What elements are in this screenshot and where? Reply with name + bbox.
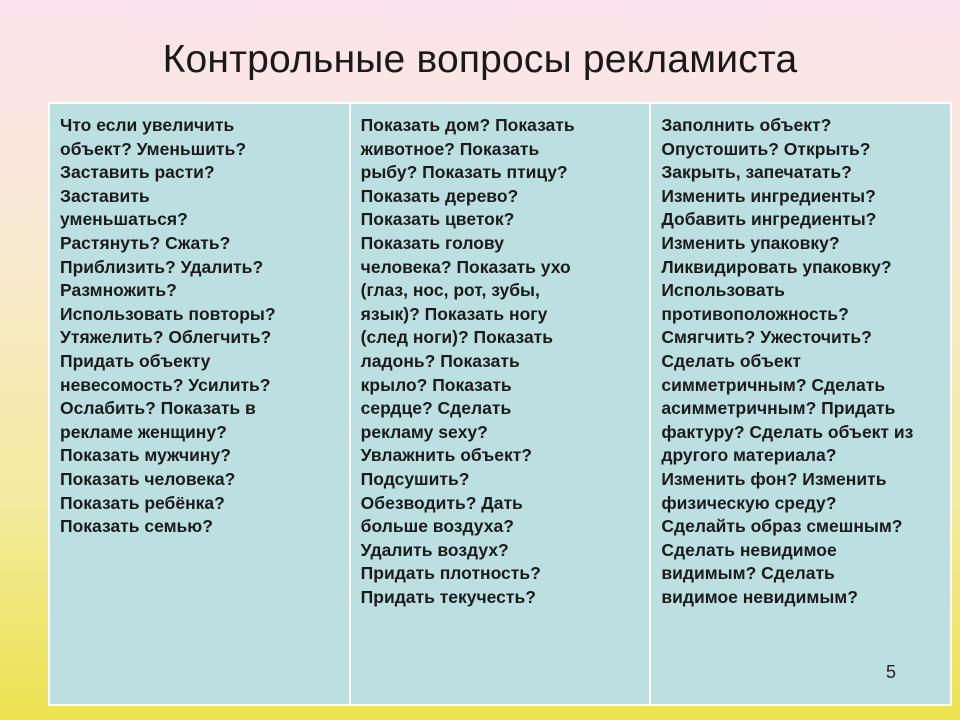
column-1-text: Что если увеличить объект? Уменьшить? Заставить расти? Заставить уменьшаться? Растянуть? Сжать? Приблизить? Удалить? Размножить? Использовать повторы? Утяжелить? Облегчить? Придать объекту невесомость? Усилить? Ослабить? Показать в рекламе женщину? Показать мужчину? Показать человека? Показать ребёнка? Показать семью? [60,115,276,537]
table-column-1 [50,104,351,704]
questions-table [48,102,952,706]
slide-title: Контрольные вопросы рекламиста [162,38,798,81]
page-number: 5 [886,662,897,682]
column-2-text: Показать дом? Показать животное? Показать рыбу? Показать птицу? Показать дерево? Показать цветок? Показать голову человека? Показать ухо (глаз, нос, рот, зубы, язык)? Показать ногу (след ноги)? Показать ладонь? Показать крыло? Показать сердце? Сделать рекламу sexy? Увлажнить объект? Подсушить? Обезводить? Дать больше воздуха? Удалить воздух? Придать плотность? Придать текучесть? [360,115,575,607]
table-column-3 [651,104,950,704]
table-column-2 [351,104,652,704]
column-3-text: Заполнить объект? Опустошить? Открыть? Закрыть, запечатать? Изменить ингредиенты? Добавить ингредиенты? Изменить упаковку? Ликвидировать упаковку? Использовать противоположность? Смягчить? Ужесточить? Сделать объект симметричным? Сделать асимметричным? Придать фактуру? Сделать объект из другого материала? Изменить фон? Изменить физическую среду? Сделайть образ смешным? Сделать невидимое видимым? Сделать видимое невидимым? [661,115,914,607]
